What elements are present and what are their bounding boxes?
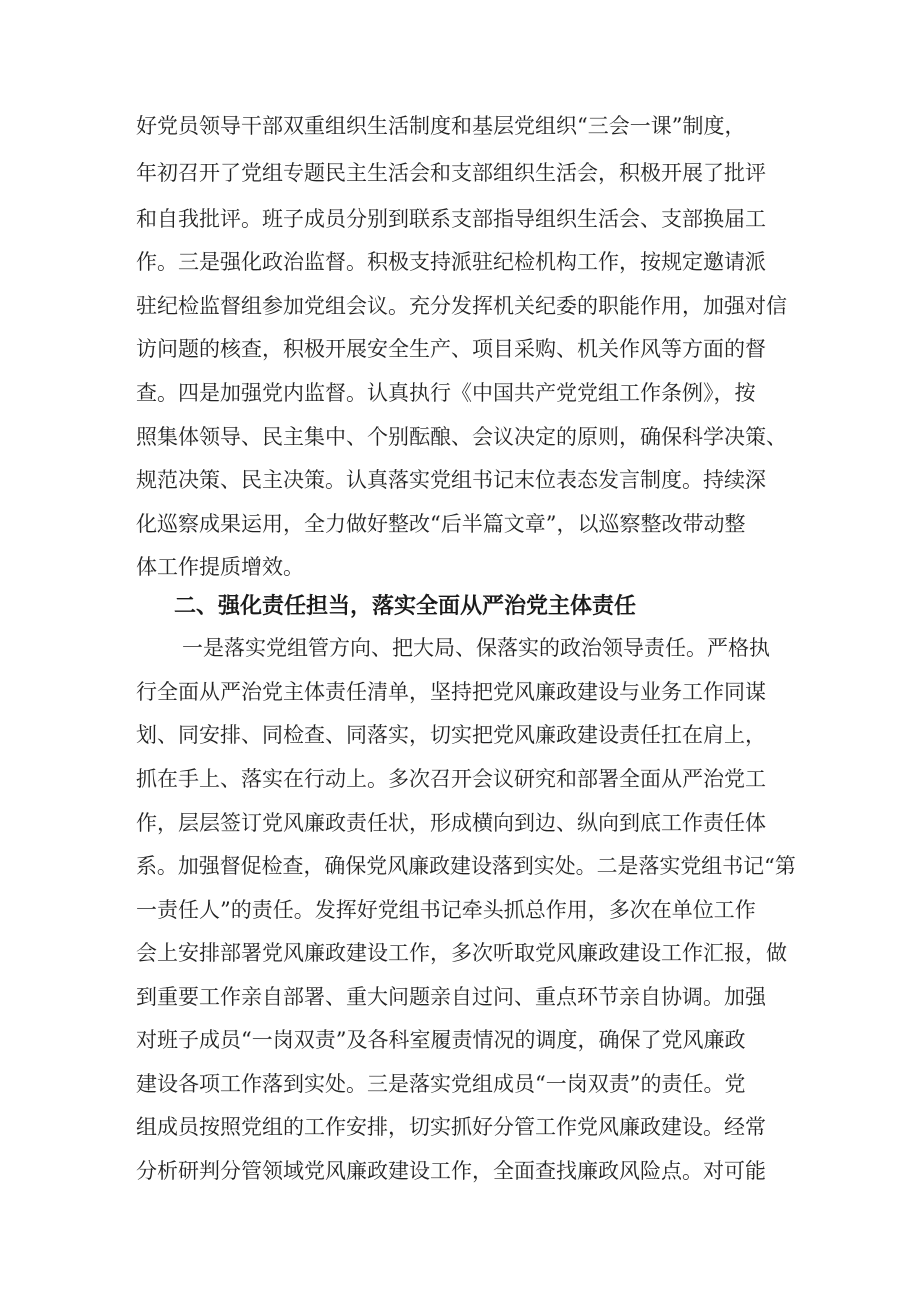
paragraph-line: 化巡察成果运用，全力做好整改“后半篇文章”，以巡察整改带动整 [136,512,746,536]
paragraph-line: 年初召开了党组专题民主生活会和支部组织生活会，积极开展了批评 [136,161,766,185]
paragraph-line: 一责任人”的责任。发挥好党组书记牵头抓总作用，多次在单位工作 [136,898,756,922]
paragraph-line: 到重要工作亲自部署、重大问题亲自过问、重点环节亲自协调。加强 [136,985,766,1009]
paragraph-line: 查。四是加强党内监督。认真执行《中国共产党党组工作条例》，按 [136,381,756,405]
paragraph-line: 组成员按照党组的工作安排，切实抓好分管工作党风廉政建设。经常 [136,1115,766,1139]
paragraph-line: 行全面从严治党主体责任清单，坚持把党风廉政建设与业务工作同谋 [136,680,766,704]
paragraph-line: 系。加强督促检查，确保党风廉政建设落到实处。二是落实党组书记“第 [136,854,796,878]
paragraph-line: 划、同安排、同检查、同落实，切实把党风廉政建设责任扛在肩上， [136,723,766,747]
paragraph-line: 和自我批评。班子成员分别到联系支部指导组织生活会、支部换届工 [136,207,766,231]
paragraph-line: 照集体领导、民主集中、个别酝酿、会议决定的原则，确保科学决策、 [136,425,787,449]
paragraph-line: 驻纪检监督组参加党组会议。充分发挥机关纪委的职能作用，加强对信 [136,294,787,318]
paragraph-line: 分析研判分管领域党风廉政建设工作，全面查找廉政风险点。对可能 [136,1159,766,1183]
paragraph-line: 抓在手上、落实在行动上。多次召开会议研究和部署全面从严治党工 [136,767,766,791]
paragraph-line: 会上安排部署党风廉政建设工作，多次听取党风廉政建设工作汇报，做 [136,941,787,965]
paragraph-line: 建设各项工作落到实处。三是落实党组成员“一岗双责”的责任。党 [136,1072,746,1096]
paragraph-line: 作。三是强化政治监督。积极支持派驻纪检机构工作，按规定邀请派 [136,250,766,274]
paragraph-line: 一是落实党组管方向、把大局、保落实的政治领导责任。严格执 [182,636,770,660]
paragraph-line: 规范决策、民主决策。认真落实党组书记末位表态发言制度。持续深 [136,468,766,492]
paragraph-line: 对班子成员“一岗双责”及各科室履责情况的调度，确保了党风廉政 [136,1028,746,1052]
paragraph-line: 好党员领导干部双重组织生活制度和基层党组织“三会一课”制度， [136,114,746,138]
paragraph-line: 作，层层签订党风廉政责任状，形成横向到边、纵向到底工作责任体 [136,811,766,835]
paragraph-line: 体工作提质增效。 [136,555,304,579]
section-heading: 二、强化责任担当，落实全面从严治党主体责任 [174,594,637,619]
paragraph-line: 访问题的核查，积极开展安全生产、项目采购、机关作风等方面的督 [136,337,766,361]
